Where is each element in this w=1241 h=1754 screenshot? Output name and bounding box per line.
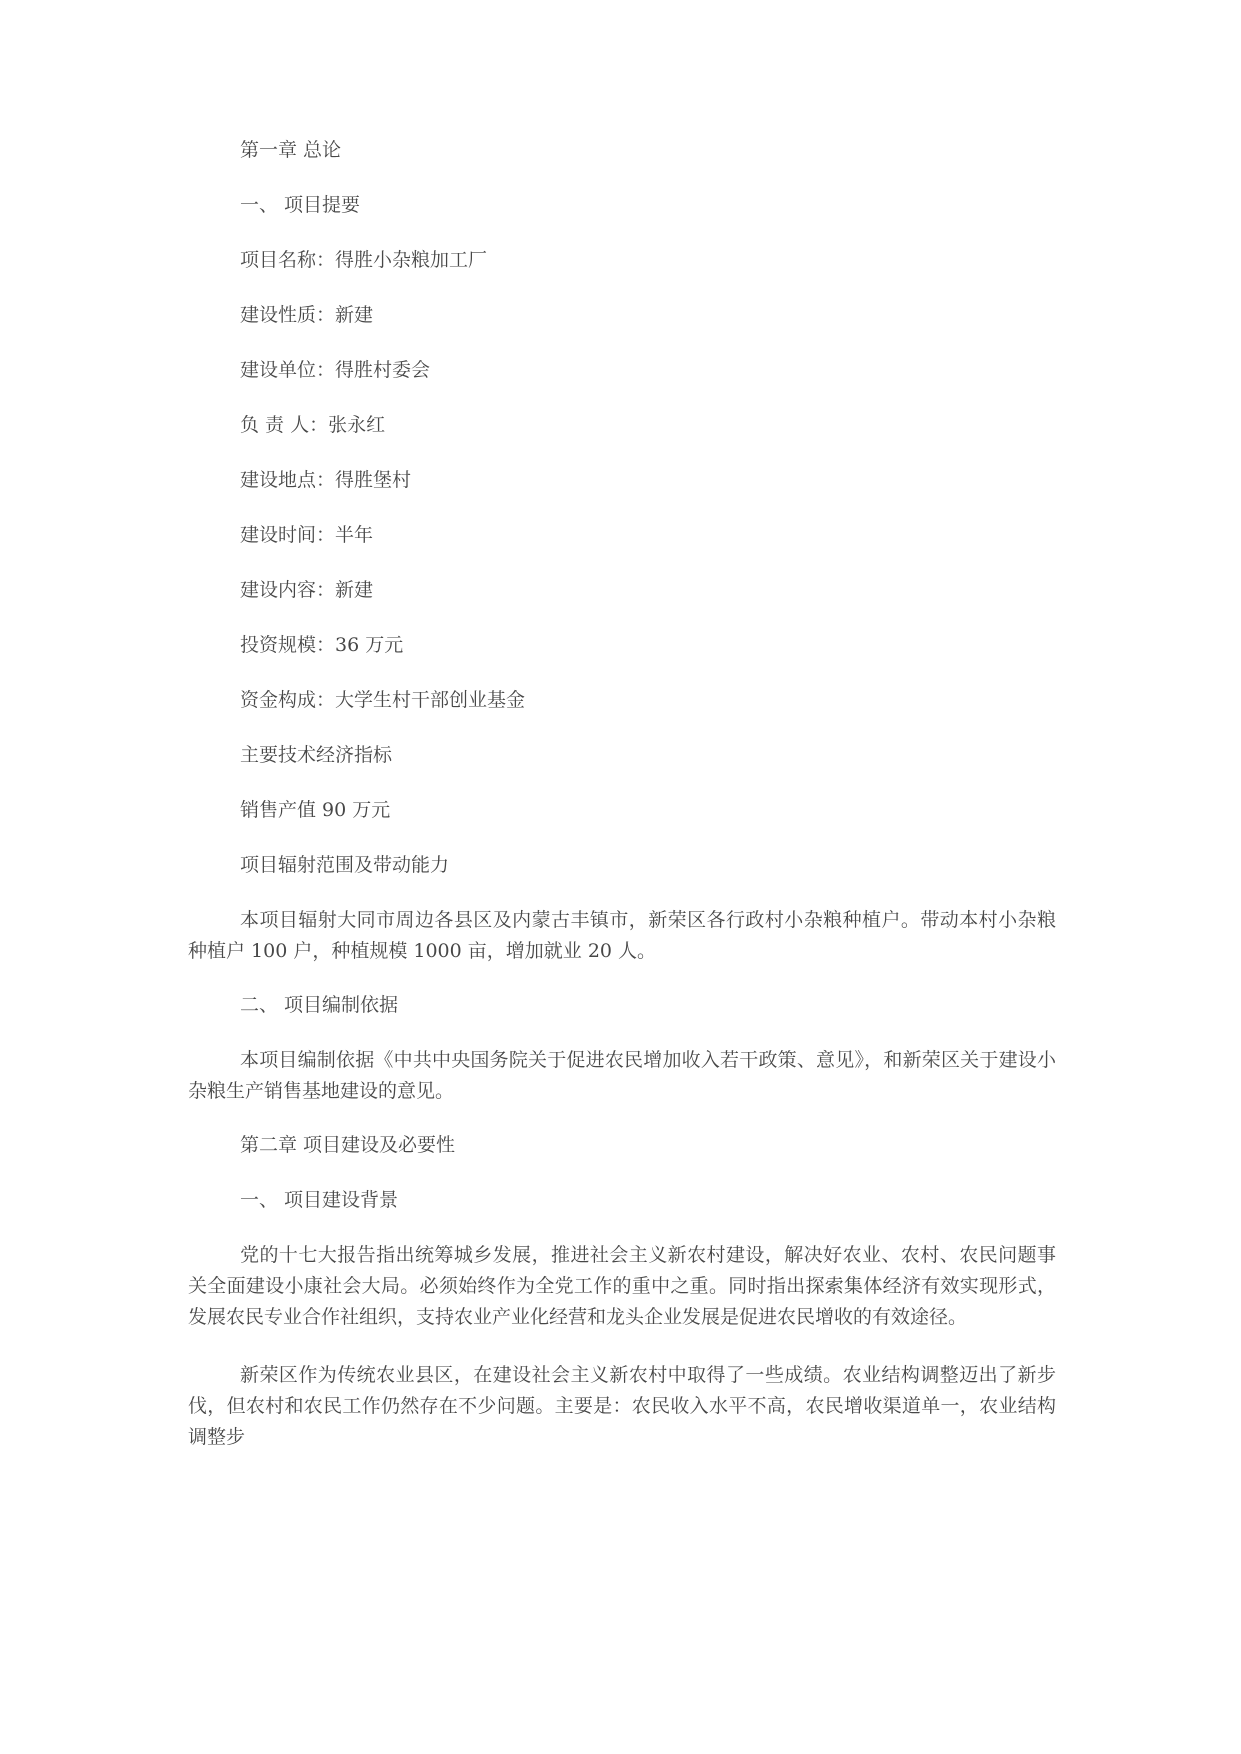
- field-sales-value: 销售产值 90 万元: [240, 799, 391, 821]
- field-project-name: 项目名称：得胜小杂粮加工厂: [240, 249, 488, 271]
- section-3-heading: 一、 项目建设背景: [240, 1189, 399, 1211]
- field-construction-nature: 建设性质：新建: [240, 304, 374, 326]
- field-construction-content: 建设内容：新建: [240, 579, 374, 601]
- field-radiation-scope: 项目辐射范围及带动能力: [240, 854, 450, 876]
- field-key-indicators: 主要技术经济指标: [240, 744, 393, 766]
- field-responsible-person: 负 责 人：张永红: [240, 414, 386, 436]
- field-construction-site: 建设地点：得胜堡村: [240, 469, 412, 491]
- paragraph-background: 党的十七大报告指出统筹城乡发展，推进社会主义新农村建设，解决好农业、农村、农民问题事关全面建设小康社会大局。必须始终作为全党工作的重中之重。同时指出探索集体经济有效实现形式，发展农民专业合作社组织，支持农业产业化经营和龙头企业发展是促进农民增收的有效途径。: [188, 1244, 1056, 1328]
- field-construction-time: 建设时间：半年: [240, 524, 374, 546]
- chapter-2-heading: 第二章 项目建设及必要性: [240, 1134, 456, 1156]
- section-1-heading: 一、 项目提要: [240, 194, 361, 216]
- field-funding-source: 资金构成：大学生村干部创业基金: [240, 689, 526, 711]
- paragraph-xinrong: 新荣区作为传统农业县区，在建设社会主义新农村中取得了一些成绩。农业结构调整迈出了新步伐，但农村和农民工作仍然存在不少问题。主要是：农民收入水平不高，农民增收渠道单一，农业结构调整步: [188, 1364, 1056, 1448]
- paragraph-radiation: 本项目辐射大同市周边各县区及内蒙古丰镇市，新荣区各行政村小杂粮种植户。带动本村小杂粮种植户 100 户，种植规模 1000 亩，增加就业 20 人。: [188, 909, 1056, 962]
- paragraph-basis: 本项目编制依据《中共中央国务院关于促进农民增加收入若干政策、意见》，和新荣区关于建设小杂粮生产销售基地建设的意见。: [188, 1049, 1056, 1102]
- section-2-heading: 二、 项目编制依据: [240, 994, 399, 1016]
- field-construction-unit: 建设单位：得胜村委会: [240, 359, 431, 381]
- chapter-1-heading: 第一章 总论: [240, 139, 342, 161]
- field-investment-scale: 投资规模：36 万元: [240, 634, 404, 656]
